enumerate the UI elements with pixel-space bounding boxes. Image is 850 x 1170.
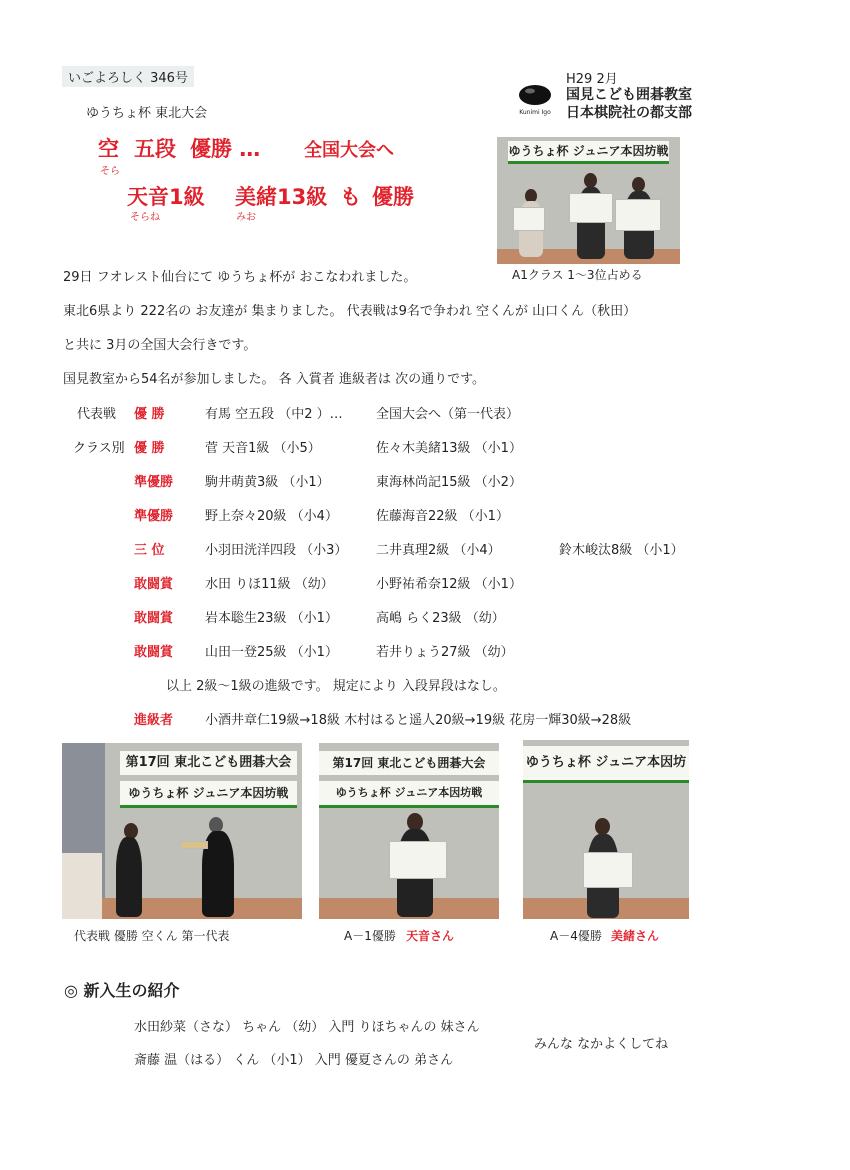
result-entry-a: 野上奈々20級 （小4） — [205, 509, 338, 524]
photo-banner: ゆうちょ杯 ジュニア本因坊 — [523, 746, 689, 783]
paragraph-2: 東北6県より 222名の お友達が 集まりました。 代表戦は9名で争われ 空くんが 山口くん（秋田） — [63, 304, 637, 319]
photo-a1-winner — [319, 743, 499, 919]
paragraph-1: 29日 フオレスト仙台にて ゆうちょ杯が おこなわれました。 — [63, 270, 417, 285]
result-award: 優 勝 — [134, 407, 165, 422]
photo-banner: 第17回 東北こども囲碁大会 — [319, 751, 499, 775]
newcomers-heading: ◎ 新入生の紹介 — [64, 981, 180, 1000]
newcomers-aside: みんな なかよくしてね — [534, 1037, 669, 1052]
headline-result: 優勝 … — [190, 137, 261, 161]
result-entry-a: 小羽田洸洋四段 （小3） — [205, 543, 348, 558]
paragraph-4: 国見教室から54名が参加しました。 各 入賞者 進級者は 次の通りです。 — [63, 372, 486, 387]
event-subtitle: ゆうちょ杯 東北大会 — [86, 106, 208, 121]
photo-banner: 第17回 東北こども囲碁大会 — [120, 751, 298, 775]
result-entry-a: 山田一登25級 （小1） — [205, 645, 338, 660]
photo-banner: ゆうちょ杯 ジュニア本因坊戦 — [319, 781, 499, 808]
result-award: 準優勝 — [134, 509, 174, 524]
result-entry-b: 佐々木美緒13級 （小1） — [376, 441, 522, 456]
result-award: 準優勝 — [134, 475, 174, 490]
result-entry-a: 有馬 空五段 （中2 ）… — [205, 407, 343, 422]
photo-representative-winner — [62, 743, 302, 919]
paragraph-3: と共に 3月の全国大会行きです。 — [63, 338, 257, 353]
result-label: クラス別 — [73, 441, 125, 456]
headline-name-sora: 空 — [98, 137, 119, 161]
photo-caption-a4: A－4優勝 — [550, 929, 602, 943]
go-stone-logo-icon — [513, 80, 557, 118]
result-award: 敢闘賞 — [134, 577, 174, 592]
headline-result2: 優勝 — [372, 185, 414, 209]
result-label: 代表戦 — [77, 407, 117, 422]
result-entry-b: 二井真理2級 （小4） — [376, 543, 501, 558]
headline-rank: 五段 — [134, 137, 176, 161]
result-award: 三 位 — [134, 543, 165, 558]
photo-a1-class-winners — [497, 137, 680, 264]
issue-date: H29 2月 — [566, 72, 618, 87]
ruby-sora: そら — [100, 166, 120, 177]
result-award: 優 勝 — [134, 441, 165, 456]
result-entry-b: 若井りょう27級 （幼） — [376, 645, 514, 660]
photo-caption-representative: 代表戦 優勝 空くん 第一代表 — [74, 929, 230, 943]
result-award: 敢闘賞 — [134, 645, 174, 660]
result-entry-b: 東海林尚記15級 （小2） — [376, 475, 522, 490]
result-entry-b: 小野祐希奈12級 （小1） — [376, 577, 522, 592]
headline-mo: も — [340, 185, 361, 209]
org-name-line1: 国見こども囲碁教室 — [566, 87, 692, 103]
headline-name-mio: 美緒13級 — [235, 185, 328, 209]
result-entry-a: 水田 りほ11級 （幼） — [205, 577, 334, 592]
org-name-line2: 日本棋院社の都支部 — [566, 105, 692, 121]
photo-banner: ゆうちょ杯 ジュニア本因坊戦 — [120, 781, 298, 808]
ruby-sorane: そらね — [130, 212, 160, 223]
result-entry-a: 菅 天音1級 （小5） — [205, 441, 321, 456]
promotion-label: 進級者 — [134, 713, 174, 728]
result-entry-b: 全国大会へ（第一代表） — [376, 407, 520, 422]
ruby-mio: みお — [236, 212, 256, 223]
result-entry-c: 鈴木峻汰8級 （小1） — [559, 543, 684, 558]
photo-caption-a1: A－1優勝 — [344, 929, 396, 943]
photo-a4-winner — [523, 740, 689, 919]
photo-caption-a4-name: 美緒さん — [611, 929, 660, 943]
result-entry-a: 駒井萌黄3級 （小1） — [205, 475, 330, 490]
logo-text: Kunimi Igo — [519, 109, 551, 116]
headline-name-sorane: 天音1級 — [127, 185, 205, 209]
result-entry-a: 岩本聡生23級 （小1） — [205, 611, 338, 626]
photo-caption-a1-name: 天音さん — [406, 929, 455, 943]
promotion-note: 以上 2級～1級の進級です。 規定により 入段昇段はなし。 — [166, 679, 506, 694]
headline-next: 全国大会へ — [304, 140, 394, 161]
newcomer-entry: 斎藤 温（はる） くん （小1） 入門 優夏さんの 弟さん — [134, 1053, 454, 1068]
photo-banner: ゆうちょ杯 ジュニア本因坊戦 — [508, 141, 669, 164]
result-award: 敢闘賞 — [134, 611, 174, 626]
issue-number: いごよろしく 346号 — [62, 66, 194, 87]
newcomer-entry: 水田紗菜（さな） ちゃん （幼） 入門 りほちゃんの 妹さん — [134, 1020, 480, 1035]
result-entry-b: 佐藤海音22級 （小1） — [376, 509, 509, 524]
photo-top-caption: A1クラス 1～3位占める — [512, 268, 643, 282]
result-entry-b: 高嶋 らく23級 （幼） — [376, 611, 505, 626]
promotion-list: 小酒井章仁19級→18級 木村はると遥人20級→19級 花房一輝30級→28級 — [205, 713, 632, 728]
